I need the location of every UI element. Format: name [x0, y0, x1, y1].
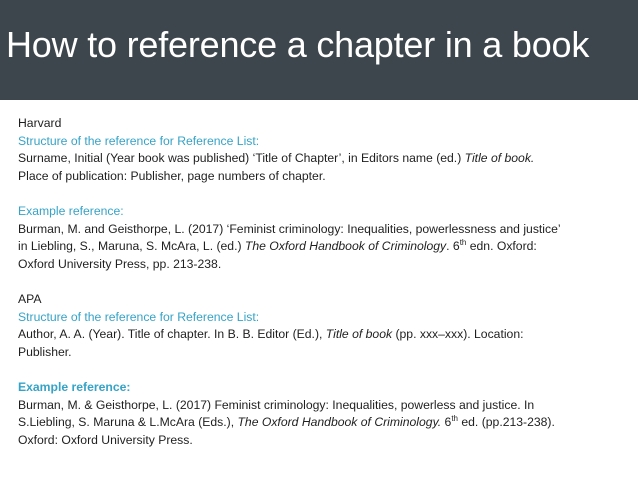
- apa-heading: APA: [18, 291, 42, 306]
- apa-example-label: Example reference:: [18, 379, 131, 394]
- apa-structure-line-1: [18, 326, 630, 344]
- apa-structure-line-2: Publisher.: [18, 344, 72, 359]
- harvard-structure-label: Structure of the reference for Reference List:: [18, 133, 260, 148]
- apa-example-line-2: [18, 414, 630, 432]
- harvard-example-text: in Liebling, S., Maruna, S. McAra, L. (ed.): [18, 239, 245, 254]
- harvard-example-edition: . 6: [446, 239, 460, 254]
- apa-structure-text: Author, A. A. (Year). Title of chapter. In B. B. Editor (Ed.),: [18, 327, 326, 342]
- harvard-example-edition-rest: edn. Oxford:: [466, 239, 537, 254]
- harvard-heading: Harvard: [18, 116, 62, 130]
- apa-example-line-1: Burman, M. & Geisthorpe, L. (2017) Feminist criminology: Inequalities, powerless and justice. In: [18, 397, 535, 412]
- harvard-example-label: Example reference:: [18, 203, 124, 218]
- apa-example-book-title: The Oxford Handbook of Criminology.: [237, 415, 442, 430]
- apa-example-edition: 6: [441, 415, 452, 430]
- slide-title: How to reference a chapter in a book: [6, 24, 590, 65]
- apa-structure-text-end: (pp. xxx–xxx). Location:: [392, 327, 524, 342]
- apa-example-edition-suffix: th: [451, 414, 458, 424]
- harvard-example-line-3: Oxford University Press, pp. 213-238.: [18, 256, 222, 271]
- spacer: [18, 185, 630, 203]
- harvard-structure-line-1: [18, 150, 630, 168]
- apa-structure-label: Structure of the reference for Reference List:: [18, 309, 260, 324]
- apa-example-edition-rest: ed. (pp.213-238).: [457, 415, 555, 430]
- spacer: [18, 273, 630, 291]
- apa-structure-book-title: Title of book: [325, 327, 393, 342]
- slide-content: [18, 115, 630, 449]
- harvard-structure-line-2: Place of publication: Publisher, page numbers of chapter.: [18, 168, 326, 183]
- harvard-example-line-1: Burman, M. and Geisthorpe, L. (2017) ‘Feminist criminology: Inequalities, powerlessness and justice’: [18, 221, 561, 236]
- title-bar: [0, 0, 638, 100]
- spacer: [18, 361, 630, 379]
- harvard-example-line-2: [18, 238, 630, 256]
- harvard-structure-book-title: Title of book.: [464, 151, 535, 166]
- harvard-structure-text: Surname, Initial (Year book was published) ‘Title of Chapter’, in Editors name (ed.): [18, 151, 465, 166]
- apa-example-text: S.Liebling, S. Maruna & L.McAra (Eds.),: [18, 415, 238, 430]
- harvard-example-edition-suffix: th: [459, 238, 467, 248]
- apa-example-line-3: Oxford: Oxford University Press.: [18, 432, 193, 447]
- harvard-example-book-title: The Oxford Handbook of Criminology: [244, 239, 447, 254]
